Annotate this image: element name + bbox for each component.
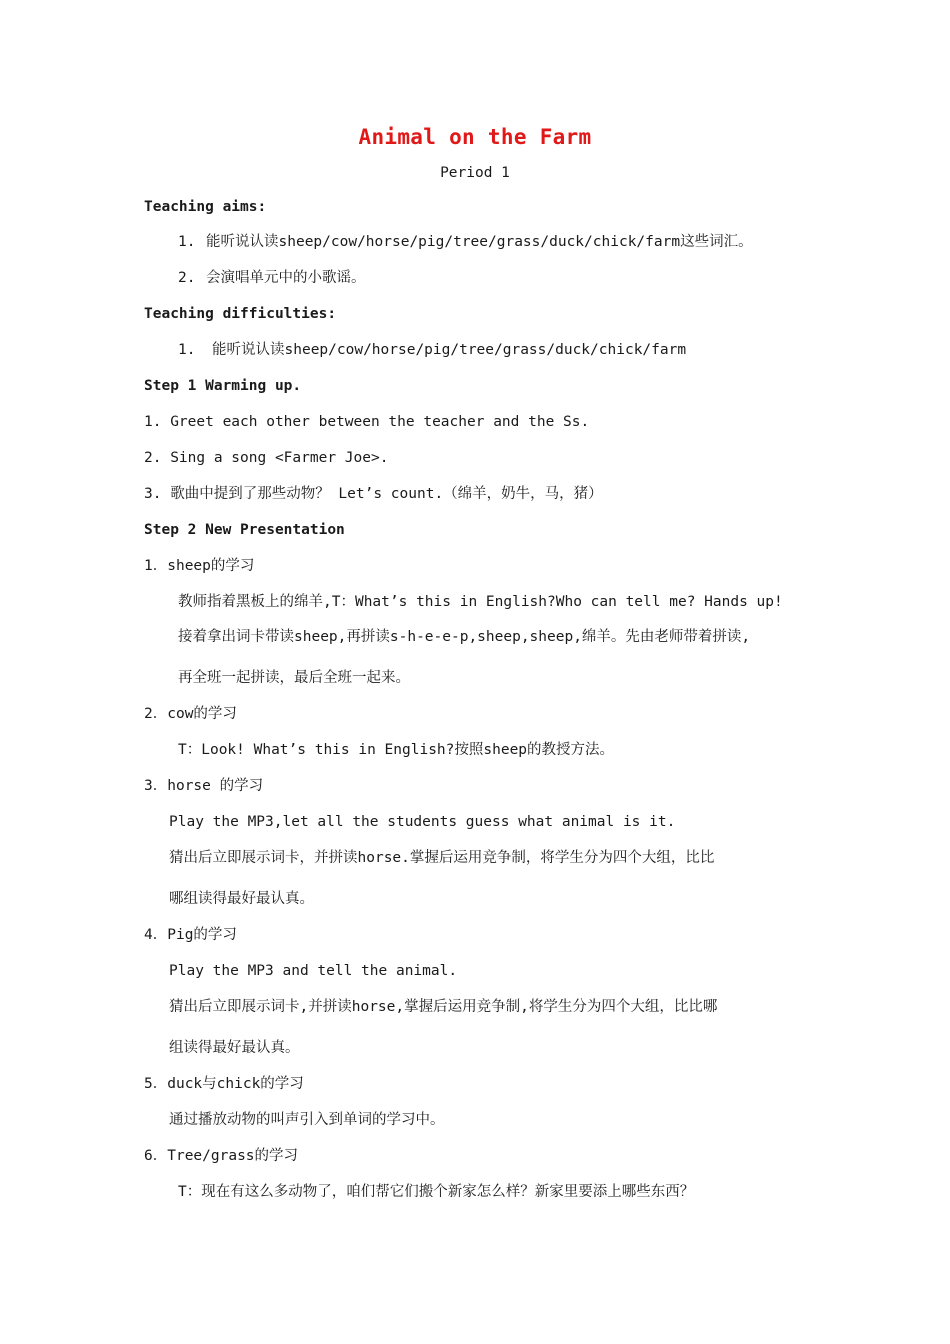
- step1-item: 3. 歌曲中提到了那些动物？ Let’s count.（绵羊，奶牛，马，猪）: [144, 486, 603, 502]
- section-line: 猜出后立即展示词卡,并拼读horse,掌握后运用竞争制,将学生分为四个大组，比比哪: [169, 999, 718, 1015]
- aim-item: [178, 232, 753, 252]
- step1-heading: Step 1 Warming up.: [144, 378, 302, 394]
- section-line: 哪组读得最好最认真。: [169, 891, 314, 907]
- step1-item: 2. Sing a song <Farmer Joe>.: [144, 450, 389, 466]
- section-title-tree-grass: 6．Tree/grass的学习: [144, 1148, 299, 1164]
- document-title: Animal on the Farm: [358, 125, 592, 149]
- step2-heading: Step 2 New Presentation: [144, 522, 345, 538]
- section-line: 组读得最好最认真。: [169, 1040, 300, 1056]
- section-line: 通过播放动物的叫声引入到单词的学习中。: [169, 1112, 445, 1128]
- section-line: 教师指着黑板上的绵羊,T：What’s this in English?Who can tell me? Hands up!: [178, 594, 783, 610]
- section-line: 接着拿出词卡带读sheep,再拼读s-h-e-e-p,sheep,sheep,绵羊。先由老师带着拼读,: [178, 629, 751, 645]
- difficulty-number: 1.: [178, 342, 196, 358]
- difficulty-text: 能听说认读sheep/cow/horse/pig/tree/grass/duck/chick/farm: [212, 342, 687, 358]
- section-title-duck-chick: 5．duck与chick的学习: [144, 1076, 304, 1092]
- section-line: T：Look! What’s this in English?按照sheep的教授方法。: [178, 742, 615, 758]
- section-line: 猜出后立即展示词卡，并拼读horse.掌握后运用竞争制，将学生分为四个大组，比比: [169, 850, 715, 866]
- difficulties-heading: Teaching difficulties:: [144, 306, 337, 322]
- difficulty-item: [178, 340, 686, 360]
- aim-number: 2.: [178, 270, 196, 286]
- section-title-cow: 2．cow的学习: [144, 706, 237, 722]
- step1-item: 1. Greet each other between the teacher and the Ss.: [144, 414, 590, 430]
- section-line: Play the MP3,let all the students guess what animal is it.: [169, 814, 676, 830]
- aim-text: 能听说认读sheep/cow/horse/pig/tree/grass/duck/chick/farm这些词汇。: [206, 234, 753, 250]
- aim-number: 1.: [178, 234, 196, 250]
- section-title-horse: 3．horse 的学习: [144, 778, 264, 794]
- aim-item: [178, 268, 366, 288]
- section-line: Play the MP3 and tell the animal.: [169, 963, 458, 979]
- section-line: 再全班一起拼读，最后全班一起来。: [178, 670, 410, 686]
- section-title-pig: 4．Pig的学习: [144, 927, 237, 943]
- section-line: T：现在有这么多动物了，咱们帮它们搬个新家怎么样？新家里要添上哪些东西？: [178, 1184, 695, 1200]
- aims-heading: Teaching aims:: [144, 199, 267, 215]
- aim-text: 会演唱单元中的小歌谣。: [206, 270, 366, 286]
- period-label: Period 1: [440, 165, 510, 181]
- section-title-sheep: 1．sheep的学习: [144, 558, 255, 574]
